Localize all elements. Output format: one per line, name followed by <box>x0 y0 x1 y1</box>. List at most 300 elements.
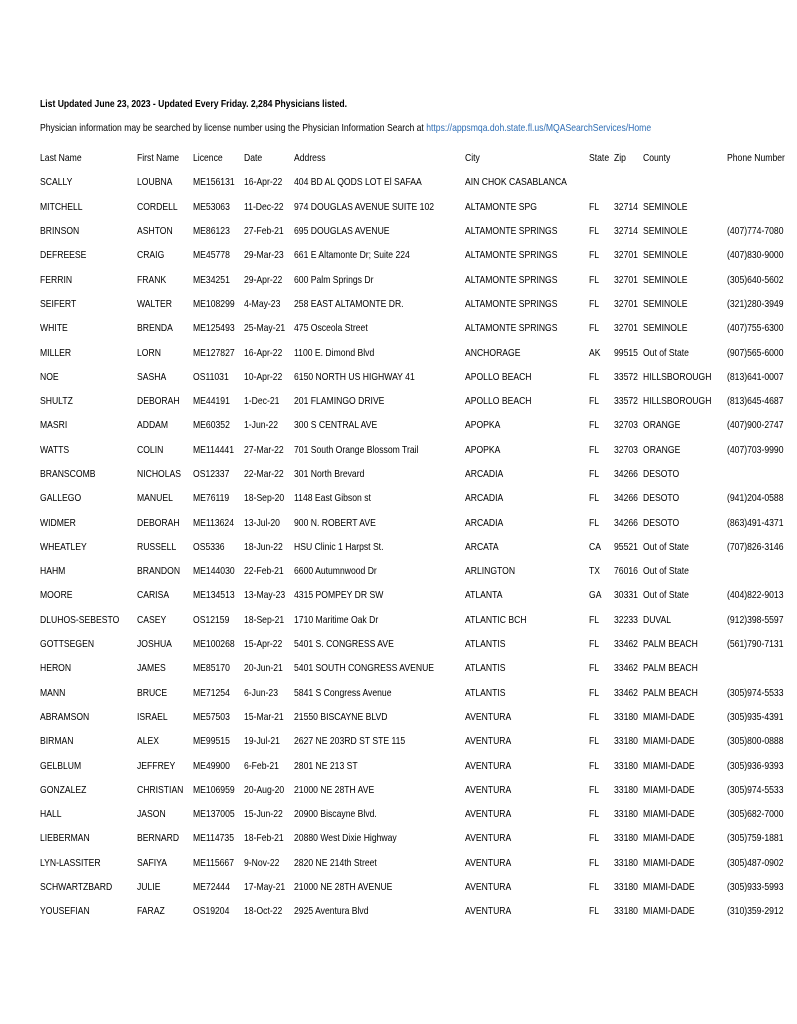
cell-zip: 33462 <box>613 638 638 651</box>
cell-address: 974 DOUGLAS AVENUE SUITE 102 <box>294 200 435 213</box>
cell-date: 4-May-23 <box>244 297 281 310</box>
table-row <box>40 413 797 437</box>
cell-city: APOLLO BEACH <box>465 395 532 408</box>
cell-phone-number <box>727 170 797 194</box>
cell-licence: ME49900 <box>193 759 231 772</box>
cell-city: ALTAMONTE SPRINGS <box>465 273 558 286</box>
cell-city: AVENTURA <box>465 783 512 796</box>
cell-last-name: MITCHELL <box>40 200 83 213</box>
cell-zip: 32714 <box>613 225 638 238</box>
cell-zip: 34266 <box>613 516 638 529</box>
cell-first-name: CRAIG <box>136 249 164 262</box>
cell-phone-number: (863)491-4371 <box>726 516 784 529</box>
cell-county: PALM BEACH <box>643 686 698 699</box>
cell-first-name: BERNARD <box>136 832 179 845</box>
table-row <box>40 802 797 826</box>
cell-county: DESOTO <box>643 516 680 529</box>
cell-licence: ME71254 <box>193 686 231 699</box>
cell-first-name: ISRAEL <box>136 710 168 723</box>
table-row <box>40 462 797 486</box>
cell-phone-number: (907)565-6000 <box>726 346 784 359</box>
cell-phone-number: (321)280-3949 <box>726 297 784 310</box>
table-row <box>40 851 797 875</box>
cell-date: 6-Jun-23 <box>244 686 279 699</box>
cell-city: AVENTURA <box>465 881 512 894</box>
cell-city: ARLINGTON <box>465 565 516 578</box>
cell-first-name: CASEY <box>136 613 166 626</box>
cell-first-name: BRUCE <box>136 686 167 699</box>
table-row <box>40 316 797 340</box>
cell-licence: OS12337 <box>193 468 230 480</box>
cell-first-name: DEBORAH <box>136 395 180 408</box>
cell-first-name: BRANDON <box>136 565 180 578</box>
cell-county: SEMINOLE <box>643 273 688 286</box>
cell-address: 2925 Aventura Blvd <box>294 905 369 918</box>
cell-county: MIAMI-DADE <box>643 856 695 869</box>
table-row <box>40 681 797 705</box>
cell-last-name: GALLEGO <box>40 492 82 505</box>
cell-date: 10-Apr-22 <box>244 370 283 383</box>
cell-city: ATLANTIS <box>465 662 506 675</box>
cell-zip: 32701 <box>613 273 638 286</box>
table-row <box>40 486 797 510</box>
table-header-row <box>40 146 797 170</box>
cell-licence: ME125493 <box>193 322 235 335</box>
cell-first-name: WALTER <box>136 297 172 310</box>
cell-county: ORANGE <box>643 443 681 456</box>
table-row <box>40 632 797 656</box>
cell-date: 18-Jun-22 <box>244 540 283 553</box>
cell-phone-number: (813)645-4687 <box>726 395 784 408</box>
cell-last-name: MANN <box>40 686 66 699</box>
cell-last-name: BRANSCOMB <box>40 468 96 480</box>
cell-county: ORANGE <box>643 419 681 432</box>
cell-address: 258 EAST ALTAMONTE DR. <box>294 297 404 310</box>
cell-state: FL <box>589 225 600 238</box>
cell-state: FL <box>589 370 600 383</box>
cell-first-name: CORDELL <box>136 200 178 213</box>
cell-zip: 33180 <box>613 759 638 772</box>
cell-county: Out of State <box>643 565 690 578</box>
cell-city: ALTAMONTE SPRINGS <box>465 297 558 310</box>
cell-zip: 30331 <box>613 589 638 602</box>
cell-licence: ME44191 <box>193 395 231 408</box>
cell-date: 20-Jun-21 <box>244 662 283 675</box>
cell-county: DESOTO <box>643 468 680 480</box>
cell-county: MIAMI-DADE <box>643 881 695 894</box>
cell-licence: ME127827 <box>193 346 235 359</box>
table-row <box>40 729 797 753</box>
cell-zip: 33180 <box>613 905 638 918</box>
cell-first-name: SASHA <box>136 370 166 383</box>
cell-city: ATLANTA <box>465 589 503 602</box>
cell-first-name: COLIN <box>136 443 163 456</box>
cell-zip: 33180 <box>613 856 638 869</box>
table-row <box>40 705 797 729</box>
cell-city: AVENTURA <box>465 905 512 918</box>
cell-date: 1-Jun-22 <box>244 419 279 432</box>
cell-county: SEMINOLE <box>643 322 688 335</box>
cell-licence: ME34251 <box>193 273 231 286</box>
cell-address: 1100 E. Dimond Blvd <box>294 346 375 359</box>
cell-phone-number <box>727 656 797 680</box>
cell-date: 15-Apr-22 <box>244 638 283 651</box>
cell-licence: ME57503 <box>193 710 231 723</box>
table-row <box>40 778 797 802</box>
cell-county: PALM BEACH <box>643 662 698 675</box>
cell-last-name: DEFREESE <box>40 249 87 262</box>
table-row <box>40 170 797 194</box>
cell-date: 16-Apr-22 <box>244 176 283 189</box>
cell-address: 5841 S Congress Avenue <box>294 686 392 699</box>
cell-first-name: FARAZ <box>136 905 165 918</box>
cell-state: FL <box>589 395 600 408</box>
cell-address: 1148 East Gibson st <box>294 492 372 505</box>
cell-state: FL <box>589 322 600 335</box>
cell-date: 22-Mar-22 <box>244 468 284 480</box>
cell-address: 21000 NE 28TH AVE <box>294 783 375 796</box>
cell-zip: 33462 <box>613 662 638 675</box>
table-row <box>40 292 797 316</box>
cell-last-name: GELBLUM <box>40 759 82 772</box>
cell-date: 9-Nov-22 <box>244 856 280 869</box>
cell-address: 695 DOUGLAS AVENUE <box>294 225 390 238</box>
column-header-address: Address <box>294 152 326 165</box>
cell-city: ALTAMONTE SPRINGS <box>465 225 558 238</box>
cell-county: MIAMI-DADE <box>643 759 695 772</box>
cell-city: AVENTURA <box>465 856 512 869</box>
column-header-county: County <box>643 152 671 165</box>
cell-last-name: MASRI <box>40 419 68 432</box>
cell-zip: 99515 <box>613 346 638 359</box>
cell-state: TX <box>589 565 601 578</box>
cell-licence: OS12159 <box>193 613 230 626</box>
cell-last-name: DLUHOS-SEBESTO <box>40 613 120 626</box>
cell-date: 20-Aug-20 <box>244 783 285 796</box>
cell-licence: ME72444 <box>193 881 231 894</box>
table-row <box>40 219 797 243</box>
cell-licence: ME115667 <box>193 856 235 869</box>
cell-licence: ME113624 <box>193 516 235 529</box>
cell-county: DESOTO <box>643 492 680 505</box>
cell-date: 18-Oct-22 <box>244 905 283 918</box>
cell-county: DUVAL <box>643 613 672 626</box>
cell-date: 1-Dec-21 <box>244 395 280 408</box>
cell-phone-number: (305)759-1881 <box>726 832 784 845</box>
cell-licence: OS19204 <box>193 905 230 918</box>
cell-last-name: SCALLY <box>40 176 73 189</box>
cell-city: AIN CHOK CASABLANCA <box>465 176 567 189</box>
table-row <box>40 365 797 389</box>
cell-zip: 33462 <box>613 686 638 699</box>
cell-phone-number: (305)487-0902 <box>726 856 784 869</box>
cell-last-name: ABRAMSON <box>40 710 90 723</box>
cell-first-name: FRANK <box>136 273 166 286</box>
cell-state: AK <box>589 346 601 359</box>
cell-last-name: BIRMAN <box>40 735 74 748</box>
cell-last-name: BRINSON <box>40 225 80 238</box>
cell-state: FL <box>589 249 600 262</box>
cell-first-name: ADDAM <box>136 419 168 432</box>
cell-county: SEMINOLE <box>643 200 688 213</box>
column-header-city: City <box>465 152 480 165</box>
cell-zip: 33180 <box>613 710 638 723</box>
cell-date: 18-Sep-21 <box>244 613 285 626</box>
cell-last-name: GOTTSEGEN <box>40 638 95 651</box>
cell-phone-number: (305)974-5533 <box>726 783 784 796</box>
cell-date: 29-Apr-22 <box>244 273 283 286</box>
cell-last-name: SCHWARTZBARD <box>40 881 113 894</box>
cell-state: CA <box>589 540 602 553</box>
cell-date: 29-Mar-23 <box>244 249 284 262</box>
cell-phone-number: (407)830-9000 <box>726 249 784 262</box>
cell-county <box>643 170 726 194</box>
cell-licence: ME45778 <box>193 249 231 262</box>
cell-date: 15-Jun-22 <box>244 808 283 821</box>
cell-city: ALTAMONTE SPRINGS <box>465 322 558 335</box>
cell-phone-number: (305)974-5533 <box>726 686 784 699</box>
cell-zip: 33180 <box>613 735 638 748</box>
cell-phone-number: (561)790-7131 <box>726 638 784 651</box>
cell-state: FL <box>589 638 600 651</box>
cell-phone-number: (305)933-5993 <box>726 881 784 894</box>
cell-county: Out of State <box>643 589 690 602</box>
cell-date: 11-Dec-22 <box>244 200 284 213</box>
cell-zip: 34266 <box>613 468 638 480</box>
table-row <box>40 826 797 850</box>
cell-phone-number: (305)935-4391 <box>726 710 784 723</box>
cell-address: 1710 Maritime Oak Dr <box>294 613 379 626</box>
cell-address: 6150 NORTH US HIGHWAY 41 <box>294 370 416 383</box>
cell-licence: ME134513 <box>193 589 235 602</box>
cell-first-name: DEBORAH <box>136 516 180 529</box>
cell-licence: ME114441 <box>193 443 235 456</box>
cell-state: FL <box>589 443 600 456</box>
cell-last-name: SHULTZ <box>40 395 73 408</box>
cell-city: ARCATA <box>465 540 499 553</box>
cell-first-name: ALEX <box>136 735 159 748</box>
cell-last-name: SEIFERT <box>40 297 77 310</box>
cell-address: 475 Osceola Street <box>294 322 368 335</box>
cell-phone-number: (310)359-2912 <box>726 905 784 918</box>
cell-address: 300 S CENTRAL AVE <box>294 419 378 432</box>
cell-phone-number: (813)641-0007 <box>726 370 784 383</box>
cell-last-name: HALL <box>40 808 62 821</box>
cell-date: 27-Mar-22 <box>244 443 284 456</box>
physician-table <box>40 146 797 924</box>
cell-city: ANCHORAGE <box>465 346 521 359</box>
cell-licence: OS11031 <box>193 370 230 383</box>
cell-last-name: LIEBERMAN <box>40 832 90 845</box>
cell-address: 4315 POMPEY DR SW <box>294 589 384 602</box>
cell-phone-number <box>727 462 797 486</box>
table-row <box>40 340 797 364</box>
cell-licence: ME114735 <box>193 832 235 845</box>
cell-state: FL <box>589 613 600 626</box>
cell-county: MIAMI-DADE <box>643 832 695 845</box>
page-title: List Updated June 23, 2023 - Updated Every Friday. 2,284 Physicians listed. <box>40 98 348 110</box>
cell-address: HSU Clinic 1 Harpst St. <box>294 540 384 553</box>
cell-last-name: NOE <box>40 370 59 383</box>
cell-phone-number: (407)774-7080 <box>726 225 784 238</box>
cell-state: FL <box>589 200 600 213</box>
cell-state: FL <box>589 492 600 505</box>
cell-county: SEMINOLE <box>643 297 688 310</box>
cell-licence: ME86123 <box>193 225 231 238</box>
cell-licence: ME76119 <box>193 492 230 505</box>
cell-last-name: HAHM <box>40 565 66 578</box>
cell-address: 2627 NE 203RD ST STE 115 <box>294 735 406 748</box>
cell-zip: 33180 <box>613 783 638 796</box>
cell-state: FL <box>589 662 600 675</box>
cell-zip <box>614 170 643 194</box>
cell-last-name: WHITE <box>40 322 68 335</box>
cell-county: Out of State <box>643 540 690 553</box>
cell-last-name: MOORE <box>40 589 73 602</box>
cell-last-name: FERRIN <box>40 273 73 286</box>
cell-address: 701 South Orange Blossom Trail <box>294 443 419 456</box>
cell-date: 19-Jul-21 <box>244 735 280 748</box>
cell-zip: 95521 <box>613 540 638 553</box>
cell-address: 900 N. ROBERT AVE <box>294 516 377 529</box>
cell-state: FL <box>589 881 600 894</box>
cell-last-name: LYN-LASSITER <box>40 856 101 869</box>
cell-county: HILLSBOROUGH <box>643 370 712 383</box>
cell-last-name: WIDMER <box>40 516 76 529</box>
column-header-date: Date <box>244 152 263 165</box>
cell-last-name: WATTS <box>40 443 70 456</box>
cell-state: FL <box>589 686 600 699</box>
cell-zip: 32703 <box>613 419 638 432</box>
table-row <box>40 875 797 899</box>
cell-zip: 32701 <box>613 249 638 262</box>
cell-licence: ME53063 <box>193 200 231 213</box>
cell-city: AVENTURA <box>465 710 512 723</box>
cell-zip: 33572 <box>613 370 638 383</box>
cell-phone-number: (912)398-5597 <box>726 613 784 626</box>
cell-last-name: GONZALEZ <box>40 783 87 796</box>
cell-city: AVENTURA <box>465 759 512 772</box>
column-header-phone-number: Phone Number <box>726 152 785 165</box>
cell-date: 6-Feb-21 <box>244 759 280 772</box>
cell-licence: ME99515 <box>193 735 231 748</box>
column-header-state: State <box>589 152 610 165</box>
cell-city: ATLANTIS <box>465 638 506 651</box>
cell-licence: ME156131 <box>193 176 235 189</box>
cell-city: ARCADIA <box>465 492 504 505</box>
cell-last-name: HERON <box>40 662 72 675</box>
cell-address: 20900 Biscayne Blvd. <box>294 808 378 821</box>
cell-state: FL <box>589 808 600 821</box>
cell-zip: 33180 <box>613 881 638 894</box>
table-body <box>40 170 797 923</box>
cell-first-name: JASON <box>136 808 166 821</box>
cell-state: FL <box>589 783 600 796</box>
cell-zip: 33180 <box>613 832 638 845</box>
cell-licence: OS5336 <box>193 540 225 553</box>
cell-first-name: JAMES <box>136 662 166 675</box>
cell-first-name: NICHOLAS <box>136 468 181 480</box>
cell-state: FL <box>589 759 600 772</box>
cell-city: AVENTURA <box>465 735 512 748</box>
table-row <box>40 583 797 607</box>
cell-city: ATLANTIC BCH <box>465 613 527 626</box>
cell-phone-number: (305)800-0888 <box>726 735 784 748</box>
cell-state: FL <box>589 710 600 723</box>
cell-state: FL <box>589 905 600 918</box>
cell-state: FL <box>589 297 600 310</box>
cell-first-name: CHRISTIAN <box>136 783 184 796</box>
table-row <box>40 267 797 291</box>
table-row <box>40 195 797 219</box>
table-row <box>40 608 797 632</box>
search-info-prefix: Physician information may be searched by license number using the Physician Information Search at <box>40 122 424 134</box>
cell-county: PALM BEACH <box>643 638 698 651</box>
cell-address: 5401 S. CONGRESS AVE <box>294 638 395 651</box>
cell-phone-number <box>727 559 797 583</box>
cell-phone-number: (305)640-5602 <box>726 273 784 286</box>
cell-date: 13-Jul-20 <box>244 516 280 529</box>
table-row <box>40 438 797 462</box>
cell-date: 27-Feb-21 <box>244 225 284 238</box>
cell-address: 2820 NE 214th Street <box>294 856 378 869</box>
cell-phone-number: (404)822-9013 <box>726 589 784 602</box>
table-row <box>40 389 797 413</box>
cell-city: AVENTURA <box>465 832 512 845</box>
cell-licence: ME108299 <box>193 297 235 310</box>
cell-address: 6600 Autumnwood Dr <box>294 565 378 578</box>
cell-state <box>589 170 614 194</box>
cell-address: 20880 West Dixie Highway <box>294 832 398 845</box>
cell-zip: 32701 <box>613 297 638 310</box>
cell-city: APOPKA <box>465 419 501 432</box>
cell-zip: 32701 <box>613 322 638 335</box>
cell-licence: ME106959 <box>193 783 235 796</box>
cell-phone-number: (305)682-7000 <box>726 808 784 821</box>
cell-date: 13-May-23 <box>244 589 286 602</box>
cell-licence: ME137005 <box>193 808 235 821</box>
cell-zip: 32233 <box>613 613 638 626</box>
cell-address: 2801 NE 213 ST <box>294 759 358 772</box>
cell-state: FL <box>589 419 600 432</box>
cell-zip: 32703 <box>613 443 638 456</box>
search-link[interactable]: https://appsmqa.doh.state.fl.us/MQASearchServices/Home <box>426 122 652 134</box>
cell-licence: ME144030 <box>193 565 235 578</box>
search-info-text <box>40 122 651 134</box>
cell-county: MIAMI-DADE <box>643 735 695 748</box>
cell-state: FL <box>589 735 600 748</box>
cell-phone-number: (407)703-9990 <box>726 443 784 456</box>
cell-first-name: JEFFREY <box>136 759 175 772</box>
cell-first-name: JOSHUA <box>136 638 172 651</box>
column-header-first-name: First Name <box>136 152 179 165</box>
cell-address: 21550 BISCAYNE BLVD <box>294 710 388 723</box>
cell-first-name: SAFIYA <box>136 856 167 869</box>
cell-phone-number: (305)936-9393 <box>726 759 784 772</box>
table-row <box>40 753 797 777</box>
cell-date: 25-May-21 <box>244 322 286 335</box>
cell-county: SEMINOLE <box>643 249 688 262</box>
cell-address: 661 E Altamonte Dr; Suite 224 <box>294 249 411 262</box>
cell-last-name: YOUSEFIAN <box>40 905 90 918</box>
column-header-licence: Licence <box>193 152 223 165</box>
column-header-zip: Zip <box>613 152 626 165</box>
cell-state: FL <box>589 273 600 286</box>
cell-county: MIAMI-DADE <box>643 905 695 918</box>
cell-city: ALTAMONTE SPG <box>465 200 537 213</box>
cell-first-name: LORN <box>136 346 161 359</box>
cell-date: 16-Apr-22 <box>244 346 283 359</box>
